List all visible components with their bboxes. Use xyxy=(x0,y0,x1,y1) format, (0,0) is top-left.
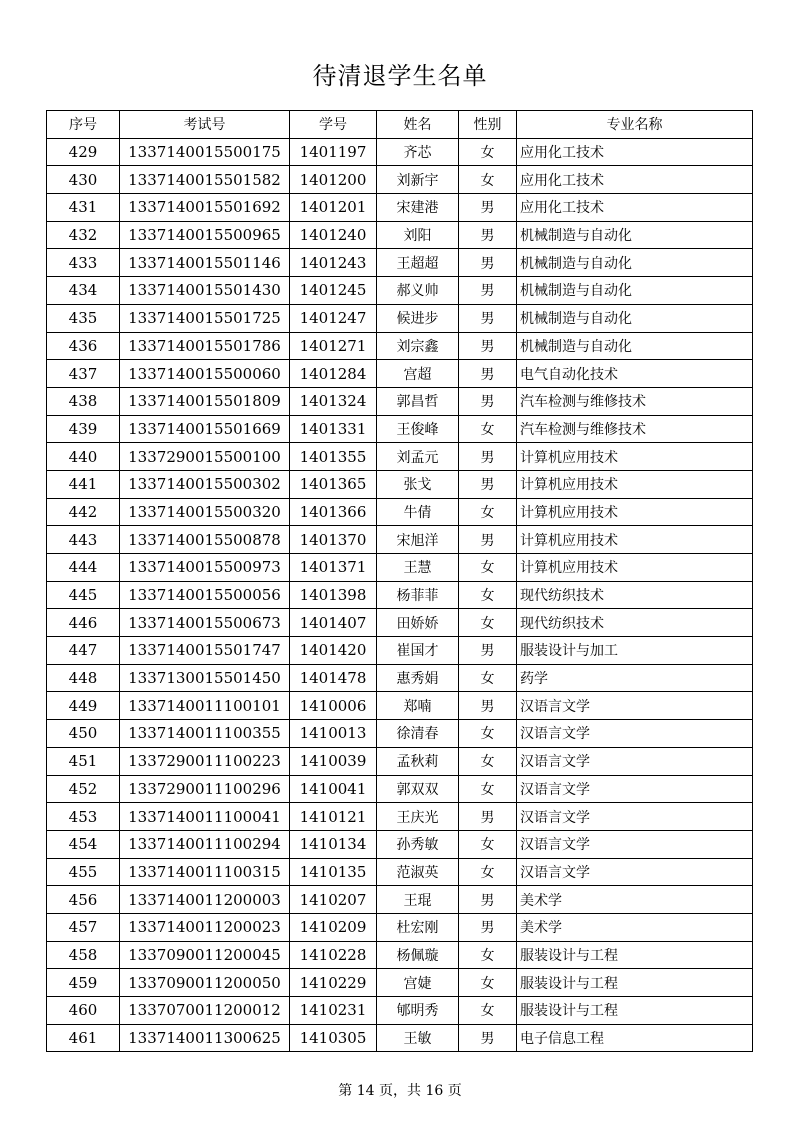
cell-name: 杨佩璇 xyxy=(377,941,459,969)
cell-name: 候进步 xyxy=(377,304,459,332)
cell-gender: 男 xyxy=(459,277,517,305)
cell-gender: 男 xyxy=(459,360,517,388)
cell-student-id: 1410039 xyxy=(290,747,377,775)
cell-major: 电气自动化技术 xyxy=(517,360,753,388)
page-footer: 第 14 页，共 16 页 xyxy=(338,1083,462,1099)
table-row xyxy=(47,221,753,249)
cell-name: 孙秀敏 xyxy=(377,830,459,858)
cell-gender: 男 xyxy=(459,387,517,415)
cell-index: 456 xyxy=(47,886,120,914)
cell-exam-number: 1337140011100355 xyxy=(120,720,290,748)
cell-gender: 女 xyxy=(459,166,517,194)
table-row xyxy=(47,249,753,277)
cell-student-id: 1410231 xyxy=(290,997,377,1025)
cell-gender: 女 xyxy=(459,138,517,166)
cell-exam-number: 1337140015500973 xyxy=(120,554,290,582)
cell-major: 美术学 xyxy=(517,913,753,941)
cell-name: 王超超 xyxy=(377,249,459,277)
table-row xyxy=(47,609,753,637)
cell-name: 刘宗鑫 xyxy=(377,332,459,360)
cell-gender: 男 xyxy=(459,470,517,498)
cell-major: 机械制造与自动化 xyxy=(517,304,753,332)
cell-student-id: 1410121 xyxy=(290,803,377,831)
header-name: 姓名 xyxy=(377,111,459,139)
table-row xyxy=(47,941,753,969)
cell-index: 450 xyxy=(47,720,120,748)
cell-exam-number: 1337140015500673 xyxy=(120,609,290,637)
cell-index: 433 xyxy=(47,249,120,277)
cell-name: 刘孟元 xyxy=(377,443,459,471)
cell-gender: 男 xyxy=(459,886,517,914)
table-row xyxy=(47,803,753,831)
table-row xyxy=(47,304,753,332)
table-row xyxy=(47,997,753,1025)
cell-student-id: 1401271 xyxy=(290,332,377,360)
cell-major: 机械制造与自动化 xyxy=(517,249,753,277)
cell-index: 440 xyxy=(47,443,120,471)
cell-name: 王慧 xyxy=(377,554,459,582)
cell-student-id: 1401245 xyxy=(290,277,377,305)
cell-index: 434 xyxy=(47,277,120,305)
cell-index: 455 xyxy=(47,858,120,886)
cell-gender: 男 xyxy=(459,194,517,222)
cell-name: 杜宏刚 xyxy=(377,913,459,941)
cell-index: 443 xyxy=(47,526,120,554)
header-student-id: 学号 xyxy=(290,111,377,139)
cell-student-id: 1410134 xyxy=(290,830,377,858)
cell-exam-number: 1337140011100101 xyxy=(120,692,290,720)
cell-student-id: 1410209 xyxy=(290,913,377,941)
table-row xyxy=(47,886,753,914)
cell-index: 451 xyxy=(47,747,120,775)
cell-name: 宫超 xyxy=(377,360,459,388)
cell-exam-number: 1337290015500100 xyxy=(120,443,290,471)
cell-index: 436 xyxy=(47,332,120,360)
table-row xyxy=(47,720,753,748)
cell-major: 计算机应用技术 xyxy=(517,554,753,582)
cell-exam-number: 1337140011100041 xyxy=(120,803,290,831)
table-body xyxy=(47,138,753,1052)
cell-major: 机械制造与自动化 xyxy=(517,221,753,249)
table-row xyxy=(47,415,753,443)
cell-gender: 女 xyxy=(459,554,517,582)
cell-exam-number: 1337140015501747 xyxy=(120,637,290,665)
cell-exam-number: 1337140011200003 xyxy=(120,886,290,914)
table-row xyxy=(47,830,753,858)
cell-student-id: 1410013 xyxy=(290,720,377,748)
cell-index: 430 xyxy=(47,166,120,194)
cell-gender: 女 xyxy=(459,720,517,748)
cell-student-id: 1401365 xyxy=(290,470,377,498)
table-row xyxy=(47,360,753,388)
cell-exam-number: 1337070011200012 xyxy=(120,997,290,1025)
cell-name: 齐芯 xyxy=(377,138,459,166)
cell-major: 汉语言文学 xyxy=(517,720,753,748)
cell-major: 机械制造与自动化 xyxy=(517,332,753,360)
cell-major: 电子信息工程 xyxy=(517,1024,753,1052)
table-row xyxy=(47,387,753,415)
cell-exam-number: 1337140015500056 xyxy=(120,581,290,609)
cell-exam-number: 1337140015501786 xyxy=(120,332,290,360)
cell-name: 刘新宇 xyxy=(377,166,459,194)
table-row xyxy=(47,969,753,997)
cell-gender: 男 xyxy=(459,803,517,831)
cell-gender: 女 xyxy=(459,830,517,858)
cell-index: 432 xyxy=(47,221,120,249)
header-gender: 性别 xyxy=(459,111,517,139)
cell-major: 计算机应用技术 xyxy=(517,498,753,526)
table-row xyxy=(47,664,753,692)
table-row xyxy=(47,581,753,609)
cell-exam-number: 1337140011300625 xyxy=(120,1024,290,1052)
cell-index: 431 xyxy=(47,194,120,222)
cell-name: 王敏 xyxy=(377,1024,459,1052)
cell-gender: 男 xyxy=(459,1024,517,1052)
cell-major: 机械制造与自动化 xyxy=(517,277,753,305)
cell-gender: 男 xyxy=(459,249,517,277)
cell-index: 452 xyxy=(47,775,120,803)
cell-index: 447 xyxy=(47,637,120,665)
cell-name: 范淑英 xyxy=(377,858,459,886)
cell-index: 457 xyxy=(47,913,120,941)
table-row xyxy=(47,470,753,498)
cell-major: 服装设计与工程 xyxy=(517,997,753,1025)
cell-gender: 女 xyxy=(459,415,517,443)
cell-index: 442 xyxy=(47,498,120,526)
cell-index: 429 xyxy=(47,138,120,166)
table-row xyxy=(47,858,753,886)
cell-exam-number: 1337140015501146 xyxy=(120,249,290,277)
cell-exam-number: 1337140015501430 xyxy=(120,277,290,305)
cell-gender: 女 xyxy=(459,609,517,637)
cell-student-id: 1401201 xyxy=(290,194,377,222)
cell-student-id: 1401366 xyxy=(290,498,377,526)
cell-major: 美术学 xyxy=(517,886,753,914)
cell-index: 437 xyxy=(47,360,120,388)
cell-index: 461 xyxy=(47,1024,120,1052)
cell-student-id: 1410228 xyxy=(290,941,377,969)
cell-name: 张戈 xyxy=(377,470,459,498)
cell-major: 汉语言文学 xyxy=(517,775,753,803)
cell-name: 牛倩 xyxy=(377,498,459,526)
table-row xyxy=(47,277,753,305)
cell-index: 460 xyxy=(47,997,120,1025)
cell-name: 宋建港 xyxy=(377,194,459,222)
cell-name: 徐清春 xyxy=(377,720,459,748)
cell-exam-number: 1337140015500320 xyxy=(120,498,290,526)
table-row xyxy=(47,775,753,803)
table-row xyxy=(47,554,753,582)
cell-student-id: 1401284 xyxy=(290,360,377,388)
table-row xyxy=(47,332,753,360)
cell-exam-number: 1337140011200023 xyxy=(120,913,290,941)
cell-student-id: 1401371 xyxy=(290,554,377,582)
table-row xyxy=(47,747,753,775)
cell-exam-number: 1337140015501725 xyxy=(120,304,290,332)
cell-gender: 男 xyxy=(459,221,517,249)
table-row xyxy=(47,443,753,471)
cell-name: 惠秀娟 xyxy=(377,664,459,692)
cell-name: 郇明秀 xyxy=(377,997,459,1025)
cell-exam-number: 1337140015500302 xyxy=(120,470,290,498)
table-row xyxy=(47,498,753,526)
cell-student-id: 1401200 xyxy=(290,166,377,194)
cell-name: 郭昌哲 xyxy=(377,387,459,415)
cell-major: 计算机应用技术 xyxy=(517,526,753,554)
page-title: 待清退学生名单 xyxy=(312,62,488,90)
cell-student-id: 1410006 xyxy=(290,692,377,720)
cell-major: 服装设计与工程 xyxy=(517,969,753,997)
student-table xyxy=(46,110,753,1052)
table-row xyxy=(47,1024,753,1052)
table-row xyxy=(47,194,753,222)
cell-name: 郝义帅 xyxy=(377,277,459,305)
cell-major: 汉语言文学 xyxy=(517,747,753,775)
cell-exam-number: 1337140011100294 xyxy=(120,830,290,858)
cell-major: 计算机应用技术 xyxy=(517,443,753,471)
cell-exam-number: 1337140015500965 xyxy=(120,221,290,249)
cell-exam-number: 1337090011200050 xyxy=(120,969,290,997)
cell-index: 448 xyxy=(47,664,120,692)
table-row xyxy=(47,166,753,194)
cell-index: 445 xyxy=(47,581,120,609)
cell-name: 杨菲菲 xyxy=(377,581,459,609)
cell-major: 汉语言文学 xyxy=(517,830,753,858)
cell-name: 王琨 xyxy=(377,886,459,914)
cell-gender: 女 xyxy=(459,969,517,997)
cell-major: 应用化工技术 xyxy=(517,138,753,166)
header-exam-number: 考试号 xyxy=(120,111,290,139)
header-major: 专业名称 xyxy=(517,111,753,139)
cell-exam-number: 1337130015501450 xyxy=(120,664,290,692)
cell-index: 458 xyxy=(47,941,120,969)
cell-major: 计算机应用技术 xyxy=(517,470,753,498)
table-row xyxy=(47,138,753,166)
table-row xyxy=(47,913,753,941)
cell-student-id: 1410135 xyxy=(290,858,377,886)
cell-exam-number: 1337140015501582 xyxy=(120,166,290,194)
cell-student-id: 1401407 xyxy=(290,609,377,637)
cell-major: 服装设计与工程 xyxy=(517,941,753,969)
table-row xyxy=(47,637,753,665)
cell-student-id: 1401478 xyxy=(290,664,377,692)
table-header-row xyxy=(47,111,753,139)
cell-major: 汉语言文学 xyxy=(517,692,753,720)
cell-gender: 女 xyxy=(459,858,517,886)
cell-major: 汽车检测与维修技术 xyxy=(517,415,753,443)
cell-gender: 女 xyxy=(459,997,517,1025)
cell-gender: 男 xyxy=(459,692,517,720)
cell-major: 汽车检测与维修技术 xyxy=(517,387,753,415)
cell-exam-number: 1337140015501669 xyxy=(120,415,290,443)
cell-gender: 女 xyxy=(459,664,517,692)
cell-major: 药学 xyxy=(517,664,753,692)
cell-gender: 女 xyxy=(459,747,517,775)
cell-student-id: 1401398 xyxy=(290,581,377,609)
cell-student-id: 1410229 xyxy=(290,969,377,997)
cell-exam-number: 1337140015501692 xyxy=(120,194,290,222)
cell-gender: 男 xyxy=(459,637,517,665)
cell-name: 王俊峰 xyxy=(377,415,459,443)
cell-exam-number: 1337140015501809 xyxy=(120,387,290,415)
table-row xyxy=(47,692,753,720)
table-row xyxy=(47,526,753,554)
cell-major: 汉语言文学 xyxy=(517,803,753,831)
cell-gender: 男 xyxy=(459,526,517,554)
cell-major: 汉语言文学 xyxy=(517,858,753,886)
cell-student-id: 1401247 xyxy=(290,304,377,332)
cell-major: 现代纺织技术 xyxy=(517,581,753,609)
cell-index: 449 xyxy=(47,692,120,720)
cell-exam-number: 1337140015500175 xyxy=(120,138,290,166)
cell-index: 444 xyxy=(47,554,120,582)
cell-index: 438 xyxy=(47,387,120,415)
cell-name: 王庆光 xyxy=(377,803,459,831)
cell-major: 应用化工技术 xyxy=(517,194,753,222)
cell-exam-number: 1337290011100223 xyxy=(120,747,290,775)
cell-gender: 女 xyxy=(459,498,517,526)
cell-gender: 男 xyxy=(459,304,517,332)
cell-student-id: 1401420 xyxy=(290,637,377,665)
cell-name: 孟秋莉 xyxy=(377,747,459,775)
cell-name: 崔国才 xyxy=(377,637,459,665)
cell-exam-number: 1337090011200045 xyxy=(120,941,290,969)
cell-index: 441 xyxy=(47,470,120,498)
cell-exam-number: 1337290011100296 xyxy=(120,775,290,803)
cell-student-id: 1410207 xyxy=(290,886,377,914)
cell-name: 刘阳 xyxy=(377,221,459,249)
cell-exam-number: 1337140011100315 xyxy=(120,858,290,886)
cell-gender: 女 xyxy=(459,581,517,609)
cell-major: 服装设计与加工 xyxy=(517,637,753,665)
cell-index: 446 xyxy=(47,609,120,637)
cell-exam-number: 1337140015500878 xyxy=(120,526,290,554)
cell-name: 宋旭洋 xyxy=(377,526,459,554)
cell-gender: 女 xyxy=(459,941,517,969)
cell-student-id: 1401240 xyxy=(290,221,377,249)
cell-name: 宫婕 xyxy=(377,969,459,997)
cell-index: 439 xyxy=(47,415,120,443)
header-index: 序号 xyxy=(47,111,120,139)
cell-exam-number: 1337140015500060 xyxy=(120,360,290,388)
cell-student-id: 1410041 xyxy=(290,775,377,803)
cell-student-id: 1401370 xyxy=(290,526,377,554)
cell-gender: 男 xyxy=(459,913,517,941)
cell-index: 453 xyxy=(47,803,120,831)
cell-gender: 男 xyxy=(459,443,517,471)
cell-gender: 女 xyxy=(459,775,517,803)
cell-name: 郑喃 xyxy=(377,692,459,720)
cell-name: 田娇娇 xyxy=(377,609,459,637)
cell-student-id: 1401355 xyxy=(290,443,377,471)
cell-major: 现代纺织技术 xyxy=(517,609,753,637)
cell-name: 郭双双 xyxy=(377,775,459,803)
cell-index: 454 xyxy=(47,830,120,858)
cell-major: 应用化工技术 xyxy=(517,166,753,194)
cell-gender: 男 xyxy=(459,332,517,360)
cell-student-id: 1401324 xyxy=(290,387,377,415)
cell-student-id: 1401331 xyxy=(290,415,377,443)
cell-student-id: 1410305 xyxy=(290,1024,377,1052)
cell-index: 435 xyxy=(47,304,120,332)
cell-index: 459 xyxy=(47,969,120,997)
cell-student-id: 1401197 xyxy=(290,138,377,166)
cell-student-id: 1401243 xyxy=(290,249,377,277)
